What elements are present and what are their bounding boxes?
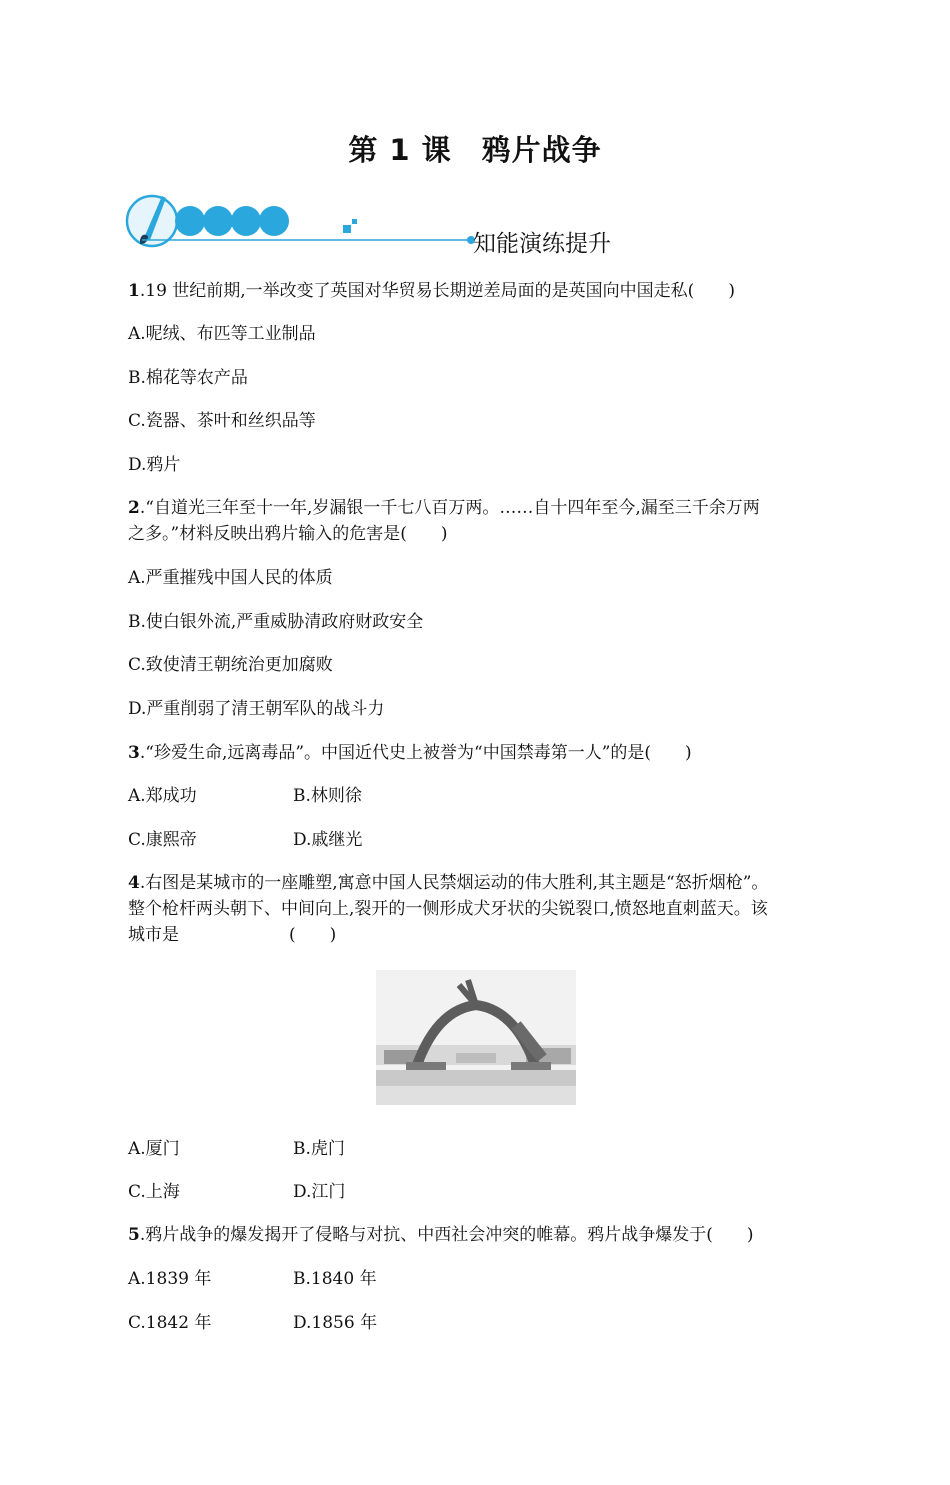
dot-icon xyxy=(259,206,289,236)
option-1a[interactable]: A.呢绒、布匹等工业制品 xyxy=(128,324,316,344)
page-title: 第 1 课 鸦片战争 xyxy=(348,133,602,167)
option-5c[interactable]: C.1842 年 xyxy=(128,1313,212,1333)
dot-icon xyxy=(175,206,205,236)
option-3a[interactable]: A.郑成功 xyxy=(128,786,197,806)
option-3b[interactable]: B.林则徐 xyxy=(293,786,362,806)
option-2c[interactable]: C.致使清王朝统治更加腐败 xyxy=(128,655,333,675)
question-5: 5.鸦片战争的爆发揭开了侵略与对抗、中西社会冲突的帷幕。鸦片战争爆发于( ) xyxy=(128,1225,754,1245)
question-2: 2.“自道光三年至十一年,岁漏银一千七八百万两。……自十四年至今,漏至三千余万两 之多。”材料反映出鸦片输入的危害是( ) xyxy=(128,498,760,544)
option-4d[interactable]: D.江门 xyxy=(293,1182,346,1202)
option-5d[interactable]: D.1856 年 xyxy=(293,1313,378,1333)
question-4: 4.右图是某城市的一座雕塑,寓意中国人民禁烟运动的伟大胜利,其主题是“怒折烟枪”。 整个枪杆两头朝下、中间向上,裂开的一侧形成犬牙状的尖锐裂口,愤怒地直刺蓝天。该 城市是 ( ) xyxy=(128,873,769,945)
square-icon xyxy=(343,225,351,233)
question-1: 1.19 世纪前期,一举改变了英国对华贸易长期逆差局面的是英国向中国走私( ) xyxy=(128,281,735,301)
question-3: 3.“珍爱生命,远离毒品”。中国近代史上被誉为“中国禁毒第一人”的是( ) xyxy=(128,743,692,763)
option-5b[interactable]: B.1840 年 xyxy=(293,1269,377,1289)
option-4b[interactable]: B.虎门 xyxy=(293,1139,345,1159)
sculpture-photo xyxy=(376,970,576,1105)
option-3d[interactable]: D.戚继光 xyxy=(293,830,363,850)
option-2d[interactable]: D.严重削弱了清王朝军队的战斗力 xyxy=(128,699,385,719)
option-4c[interactable]: C.上海 xyxy=(128,1182,180,1202)
option-4a[interactable]: A.厦门 xyxy=(128,1139,180,1159)
option-2a[interactable]: A.严重摧残中国人民的体质 xyxy=(128,568,333,588)
dot-icon xyxy=(231,206,261,236)
option-1d[interactable]: D.鸦片 xyxy=(128,455,181,475)
option-1b[interactable]: B.棉花等农产品 xyxy=(128,368,248,388)
option-1c[interactable]: C.瓷器、茶叶和丝织品等 xyxy=(128,411,316,431)
option-5a[interactable]: A.1839 年 xyxy=(128,1269,212,1289)
option-3c[interactable]: C.康熙帝 xyxy=(128,830,197,850)
option-2b[interactable]: B.使白银外流,严重威胁清政府财政安全 xyxy=(128,612,424,632)
dot-icon xyxy=(203,206,233,236)
section-label: 知能演练提升 xyxy=(473,231,611,257)
